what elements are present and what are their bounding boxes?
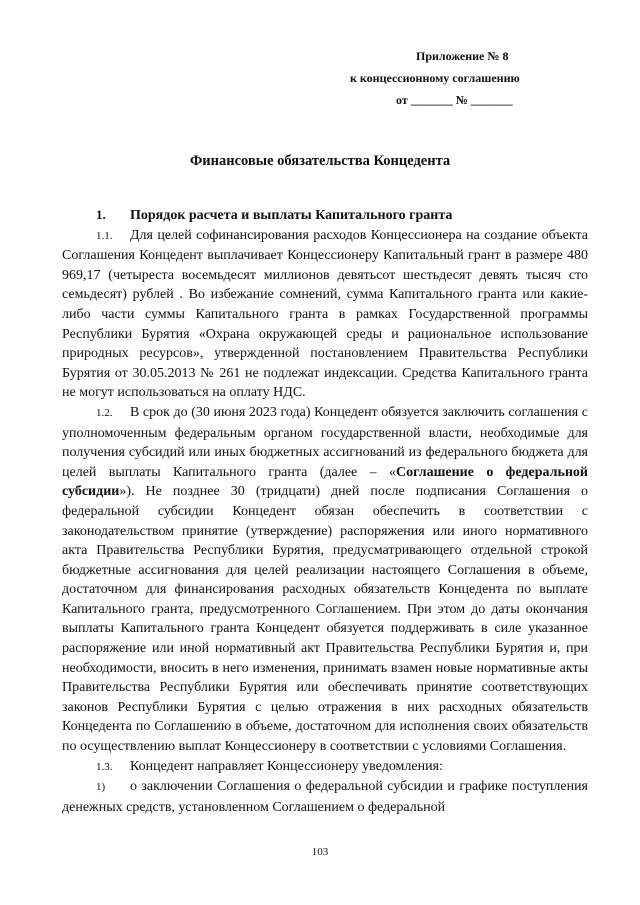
paragraph-number: 1.1. [96,229,113,242]
document-title: Финансовые обязательства Концедента [189,153,451,169]
paragraph-number: 1.3. [96,760,113,773]
annex-reference: к концессионному соглашению [350,71,520,85]
paragraph-number: 1.2. [96,406,113,419]
paragraph-1-2 [62,403,588,757]
paragraph-text: В срок до (30 июня 2023 года) Концедент обязуется заключить соглашения с уполномоченным федеральным органом государственной власти, необходимые для получения субсидий или иных бюджетных ассигнований из федерального бюджета для целей выплаты Капитального гранта (далее – « [62,404,588,480]
list-item-1 [62,777,588,817]
annex-header [340,45,566,111]
paragraph-text-continued: »). Не позднее 30 (тридцати) дней после подписания Соглашения о федеральной субсидии Концедент обязан обеспечить в соответствии с законодательством принятие (утверждение) распоряжения или иного нормативного акта Правительства Республики Бурятия, предусматривающего отдельной строкой бюджетные ассигнования для целей реализации настоящего Соглашения в объеме, достаточном для финансирования расходных обязательств Концедента по выплате Капитального гранта, предусмотренного Соглашением. При этом до даты окончания выплаты Капитального гранта Концедент обязуется поддерживать в силе указанное распоряжение или иной нормативный акт Правительства Республики Бурятия и, при необходимости, вносить в него изменения, принимать взамен новые нормативные акты Правительства Республики Бурятия или обеспечивать принятие соответствующих законов Республики Бурятия с целью отражения в них расходных обязательств Концедента по Соглашению в объеме, достаточном для исполнения своих обязательств по осуществлению выплат Концессионеру в соответствии с условиями Соглашения. [62,484,588,755]
defined-term: Соглашение о федеральной субсидии [62,464,588,500]
list-item-number: 1) [96,781,106,794]
section-heading-text: Порядок расчета и выплаты Капитального гранта [130,208,453,223]
annex-number: Приложение № 8 [416,49,509,63]
section-heading [62,205,588,226]
paragraph-1-1 [62,226,588,403]
document-body [62,205,588,817]
page-number: 103 [311,846,329,858]
section-number: 1. [96,207,106,222]
list-item-text: о заключении Соглашения о федеральной субсидии и графике поступления денежных средств, установленном Соглашением о федеральной [62,779,588,815]
annex-date-number: от _______ № _______ [396,93,513,107]
paragraph-text: Концедент направляет Концессионеру уведомления: [130,758,443,774]
paragraph-1-3 [62,757,588,778]
paragraph-text: Для целей софинансирования расходов Концессионера на создание объекта Соглашения Концедент выплачивает Концессионеру Капитальный грант в размере 480 969,17 (четыреста восемьдесят миллионов девятьсот шестьдесят девять тысяч сто семьдесят) рублей . Во избежание сомнений, сумма Капитального гранта или какие-либо части суммы Капитального гранта в рамках Государственной программы Республики Бурятия «Охрана окружающей среды и рациональное использование природных ресурсов», утвержденной постановлением Правительства Республики Бурятия от 30.05.2013 № 261 не подлежат индексации. Средства Капитального гранта не могут использоваться на оплату НДС. [62,227,588,401]
